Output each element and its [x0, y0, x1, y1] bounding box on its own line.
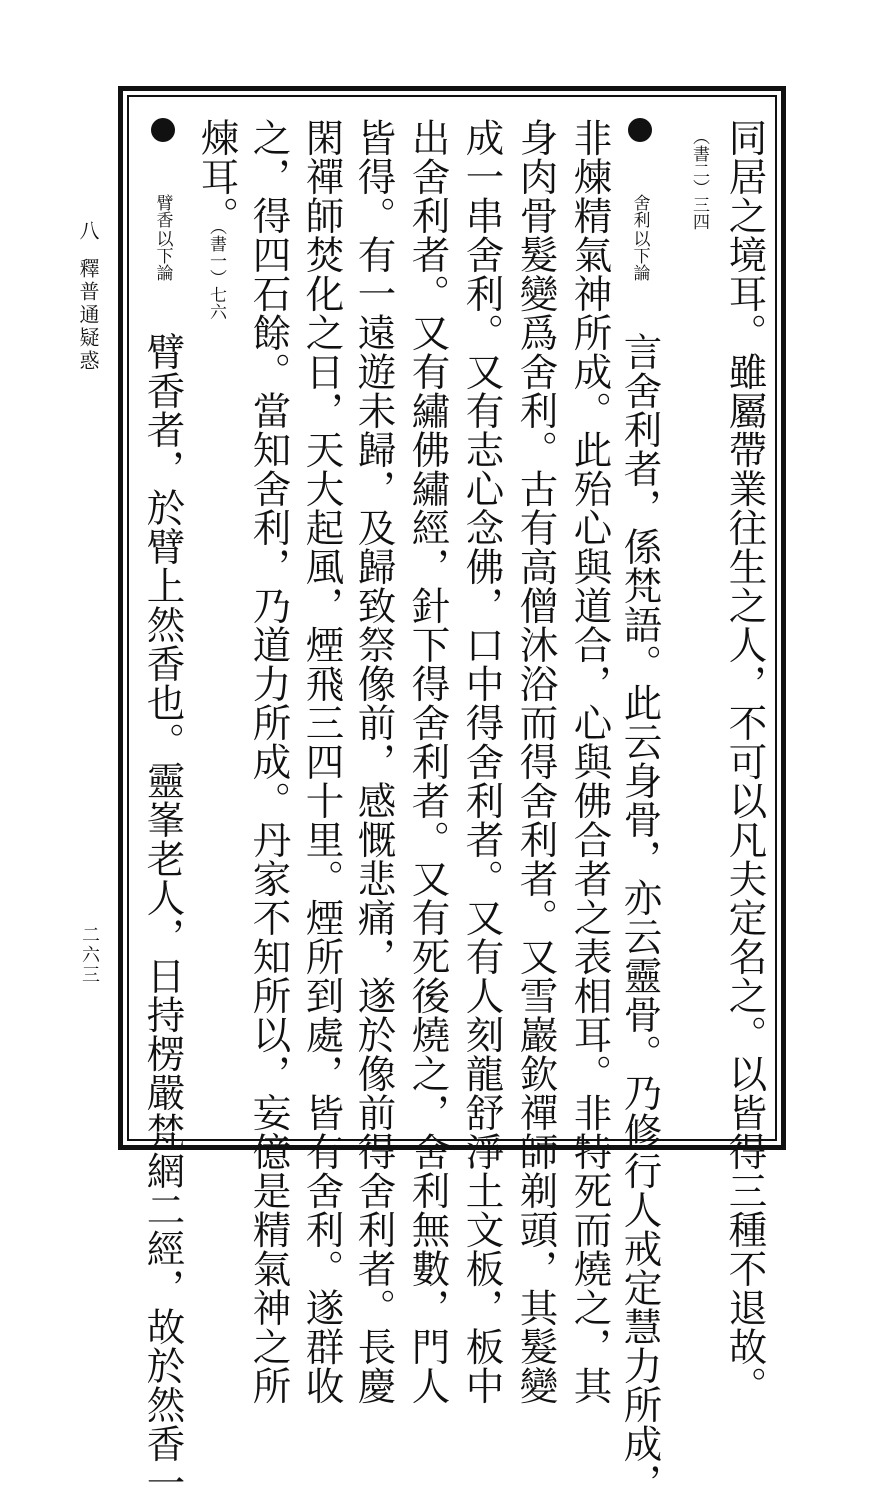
column-text: 煉耳。 [194, 118, 240, 235]
chapter-number: 八 [76, 220, 100, 240]
text-column-3 [567, 118, 613, 1405]
text-column-8 [299, 118, 345, 1405]
section-bullet-icon [151, 118, 175, 142]
book-title: 釋普通疑惑 [76, 258, 100, 373]
text-column-7 [351, 118, 397, 1405]
text-column-11 [140, 118, 186, 1502]
column-text: 非煉精氣神所成。此殆心與道合，心與佛合者之表相耳。非特死而燒之，其 [567, 118, 613, 1405]
column-text: 同居之境耳。雖屬帶業往生之人，不可以凡夫定名之。以皆得三種不退故。 [722, 118, 768, 1405]
section-topic-note [154, 194, 171, 281]
text-column-2 [617, 118, 663, 1502]
text-column-4 [513, 118, 559, 1405]
column-text: 皆得。有一遠遊未歸，及歸致祭像前，感慨悲痛，遂於像前得舍利者。長慶 [351, 118, 397, 1405]
column-text: 閑禪師焚化之日，天大起風，煙飛三四十里。煙所到處，皆有舍利。遂群收 [299, 118, 345, 1405]
page-number: 二六三 [79, 925, 100, 985]
column-text: 出舍利者。又有繡佛繡經，針下得舍利者。又有死後燒之，舍利無數，門人 [405, 118, 451, 1405]
column-text: 之，得四石餘。當知舍利，乃道力所成。丹家不知所以，妄億是精氣神之所 [246, 118, 292, 1405]
topic-note-line: 舍利 [629, 193, 650, 228]
topic-note-line: 臂香 [152, 193, 173, 228]
section-topic-note [631, 194, 648, 281]
topic-note-line: 以下論 [629, 229, 650, 281]
column-text: 身肉骨髮變爲舍利。古有高僧沐浴而得舍利者。又雪巖欽禪師剃頭，其髮變 [513, 118, 559, 1405]
text-column-5 [459, 118, 505, 1405]
source-reference-note: （書二）三四 [689, 128, 709, 230]
text-column-9 [246, 118, 292, 1405]
source-reference-note: （書一）七六 [206, 218, 226, 320]
column-text: 言舍利者，係梵語。此云身骨，亦云靈骨。乃修行人戒定慧力所成， [617, 332, 663, 1502]
text-column-6 [405, 118, 451, 1405]
column-text: 臂香者，於臂上然香也。靈峯老人，日持楞嚴梵網二經，故於然香一 [140, 332, 186, 1502]
section-bullet-icon [628, 118, 652, 142]
text-column-1 [722, 118, 768, 1405]
topic-note-line: 以下論 [152, 229, 173, 281]
column-text: 成一串舍利。又有志心念佛，口中得舍利者。又有人刻龍舒淨土文板，板中 [459, 118, 505, 1405]
